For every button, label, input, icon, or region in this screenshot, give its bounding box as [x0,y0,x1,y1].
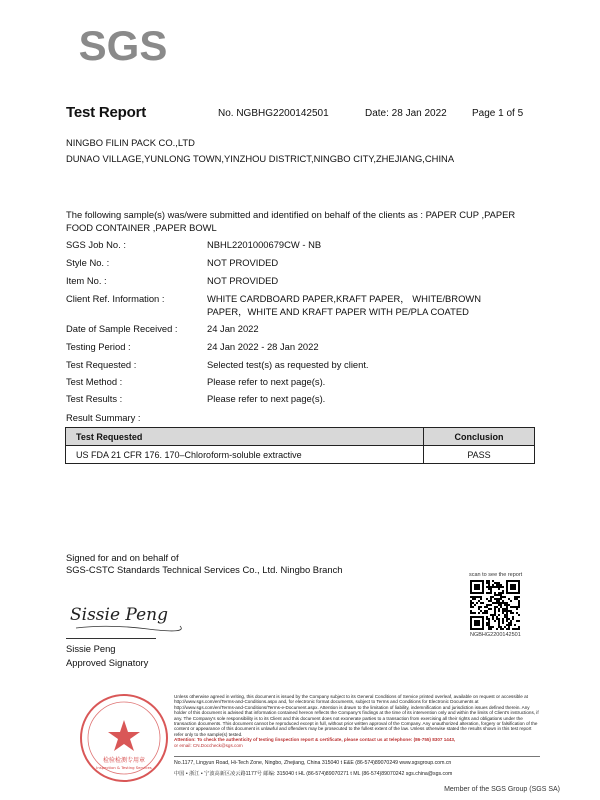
field-label-item-no: Item No. : [66,275,107,286]
company-seal [78,692,170,784]
field-label-test-requested: Test Requested : [66,359,137,370]
field-label-date-received: Date of Sample Received : [66,323,178,334]
client-address: DUNAO VILLAGE,YUNLONG TOWN,YINZHOU DISTRICT,NINGBO CITY,ZHEJIANG,CHINA [66,153,455,164]
signoff-line-2: SGS-CSTC Standards Technical Services Co., Ltd. Ningbo Branch [66,564,343,575]
field-label-test-results: Test Results : [66,393,123,404]
attention-text: Attention: To check the authenticity of testing /inspection report & certificate, please contact us at telephone: (86-755) 8307 1443, [174,737,456,743]
page-indicator: Page 1 of 5 [472,108,524,119]
field-label-test-method: Test Method : [66,376,123,387]
stamp-sub: Inspection & Testing Services [96,765,152,770]
address-cn: 中国 • 浙江 • 宁波高新区凌云路1177号 邮编: 315040 t HL (86-574)89070271 t ML (86-574)89070242 sgs.china@sgs.com [174,771,453,777]
col-test-requested: Test Requested [66,428,424,446]
intro-line-2: FOOD CONTAINER ,PAPER BOWL [66,222,217,233]
field-label-client-ref: Client Ref. Information : [66,293,165,304]
report-title: Test Report [66,104,147,121]
field-value-test-results: Please refer to next page(s). [207,393,326,404]
signatory-name: Sissie Peng [66,643,116,654]
stamp-text: 检验检测专用章 [102,757,146,764]
field-value-job-no: NBHL2201000679CW - NB [207,239,322,250]
qr-code-number: NGBHG2200142501 [470,632,521,638]
member-note: Member of the SGS Group (SGS SA) [444,786,560,793]
table-header-row [66,428,535,446]
signature-text: Sissie Peng [70,605,168,625]
col-conclusion: Conclusion [424,428,535,446]
field-value-item-no: NOT PROVIDED [207,275,279,286]
signature-image [68,596,188,641]
field-label-style-no: Style No. : [66,257,110,268]
legal-text: Unless otherwise agreed in writing, this document is issued by the Company subject to its General Conditions of Service printed overleaf, available on request or accessible at http://www.sgs.com/en/Terms-and-Conditions.aspx and, for electronic format documents, subject to Terms and Conditions for Electronic Documents at http://www.sgs.com/en/Terms-and-Conditions/Terms-e-Document.aspx. Attention is drawn to the limitation of liability, indemnification and jurisdiction issues defined therein. Any holder of this document is advised that information contained hereon reflects the Company's findings at the time of its intervention only and within the limits of Client's instructions, if any. The Company's sole responsibility is to its Client and this document does not exonerate parties to a transaction from exercising all their rights and obligations under the transaction documents. This document cannot be reproduced except in full, without prior written approval of the Company. Any unauthorized alteration, forgery or falsification of the content or appearance of this document is unlawful and offenders may be prosecuted to the fullest extent of the law. Unless otherwise stated the results shown in this test report refer only to the sample(s) tested. [174,694,539,737]
qr-code-icon[interactable] [470,580,520,630]
row-test: US FDA 21 CFR 176. 170–Chloroform-soluble extractive [66,446,424,464]
field-label-job-no: SGS Job No. : [66,239,126,250]
address-en: No.1177, Lingyun Road, Hi-Tech Zone, Ningbo, Zhejiang, China 315040 t E&E (86-574)89070249 www.sgsgroup.com.cn [174,760,452,766]
signature-line [66,638,156,639]
signoff-line-1: Signed for and on behalf of [66,552,179,563]
field-value-client-ref-2: PAPER，WHITE AND KRAFT PAPER WITH PE/PLA COATED [207,306,469,317]
report-date: Date: 28 Jan 2022 [365,108,447,119]
footer-divider [174,756,540,757]
report-number: No. NGBHG2200142501 [218,108,329,119]
field-value-test-method: Please refer to next page(s). [207,376,326,387]
field-value-test-requested: Selected test(s) as requested by client. [207,359,369,370]
table-row [66,446,535,464]
sgs-logo [78,20,168,69]
signatory-role: Approved Signatory [66,657,149,668]
logo-text: SGS [78,22,168,69]
field-label-testing-period: Testing Period : [66,341,131,352]
legal-disclaimer [174,694,540,748]
client-name: NINGBO FILIN PACK CO.,LTD [66,137,195,148]
result-summary-table [65,427,535,464]
field-value-style-no: NOT PROVIDED [207,257,279,268]
row-conclusion: PASS [424,446,535,464]
email-text[interactable]: or email: CN.Doccheck@sgs.com [174,742,243,748]
field-value-testing-period: 24 Jan 2022 - 28 Jan 2022 [207,341,319,352]
result-summary-heading: Result Summary : [66,412,141,423]
field-value-date-received: 24 Jan 2022 [207,323,259,334]
field-value-client-ref: WHITE CARDBOARD PAPER,KRAFT PAPER， WHITE/BROWN [207,293,481,304]
intro-line-1: The following sample(s) was/were submitted and identified on behalf of the clients as : PAPER CUP ,PAPER [66,209,516,220]
qr-caption: scan to see the report [469,572,523,578]
